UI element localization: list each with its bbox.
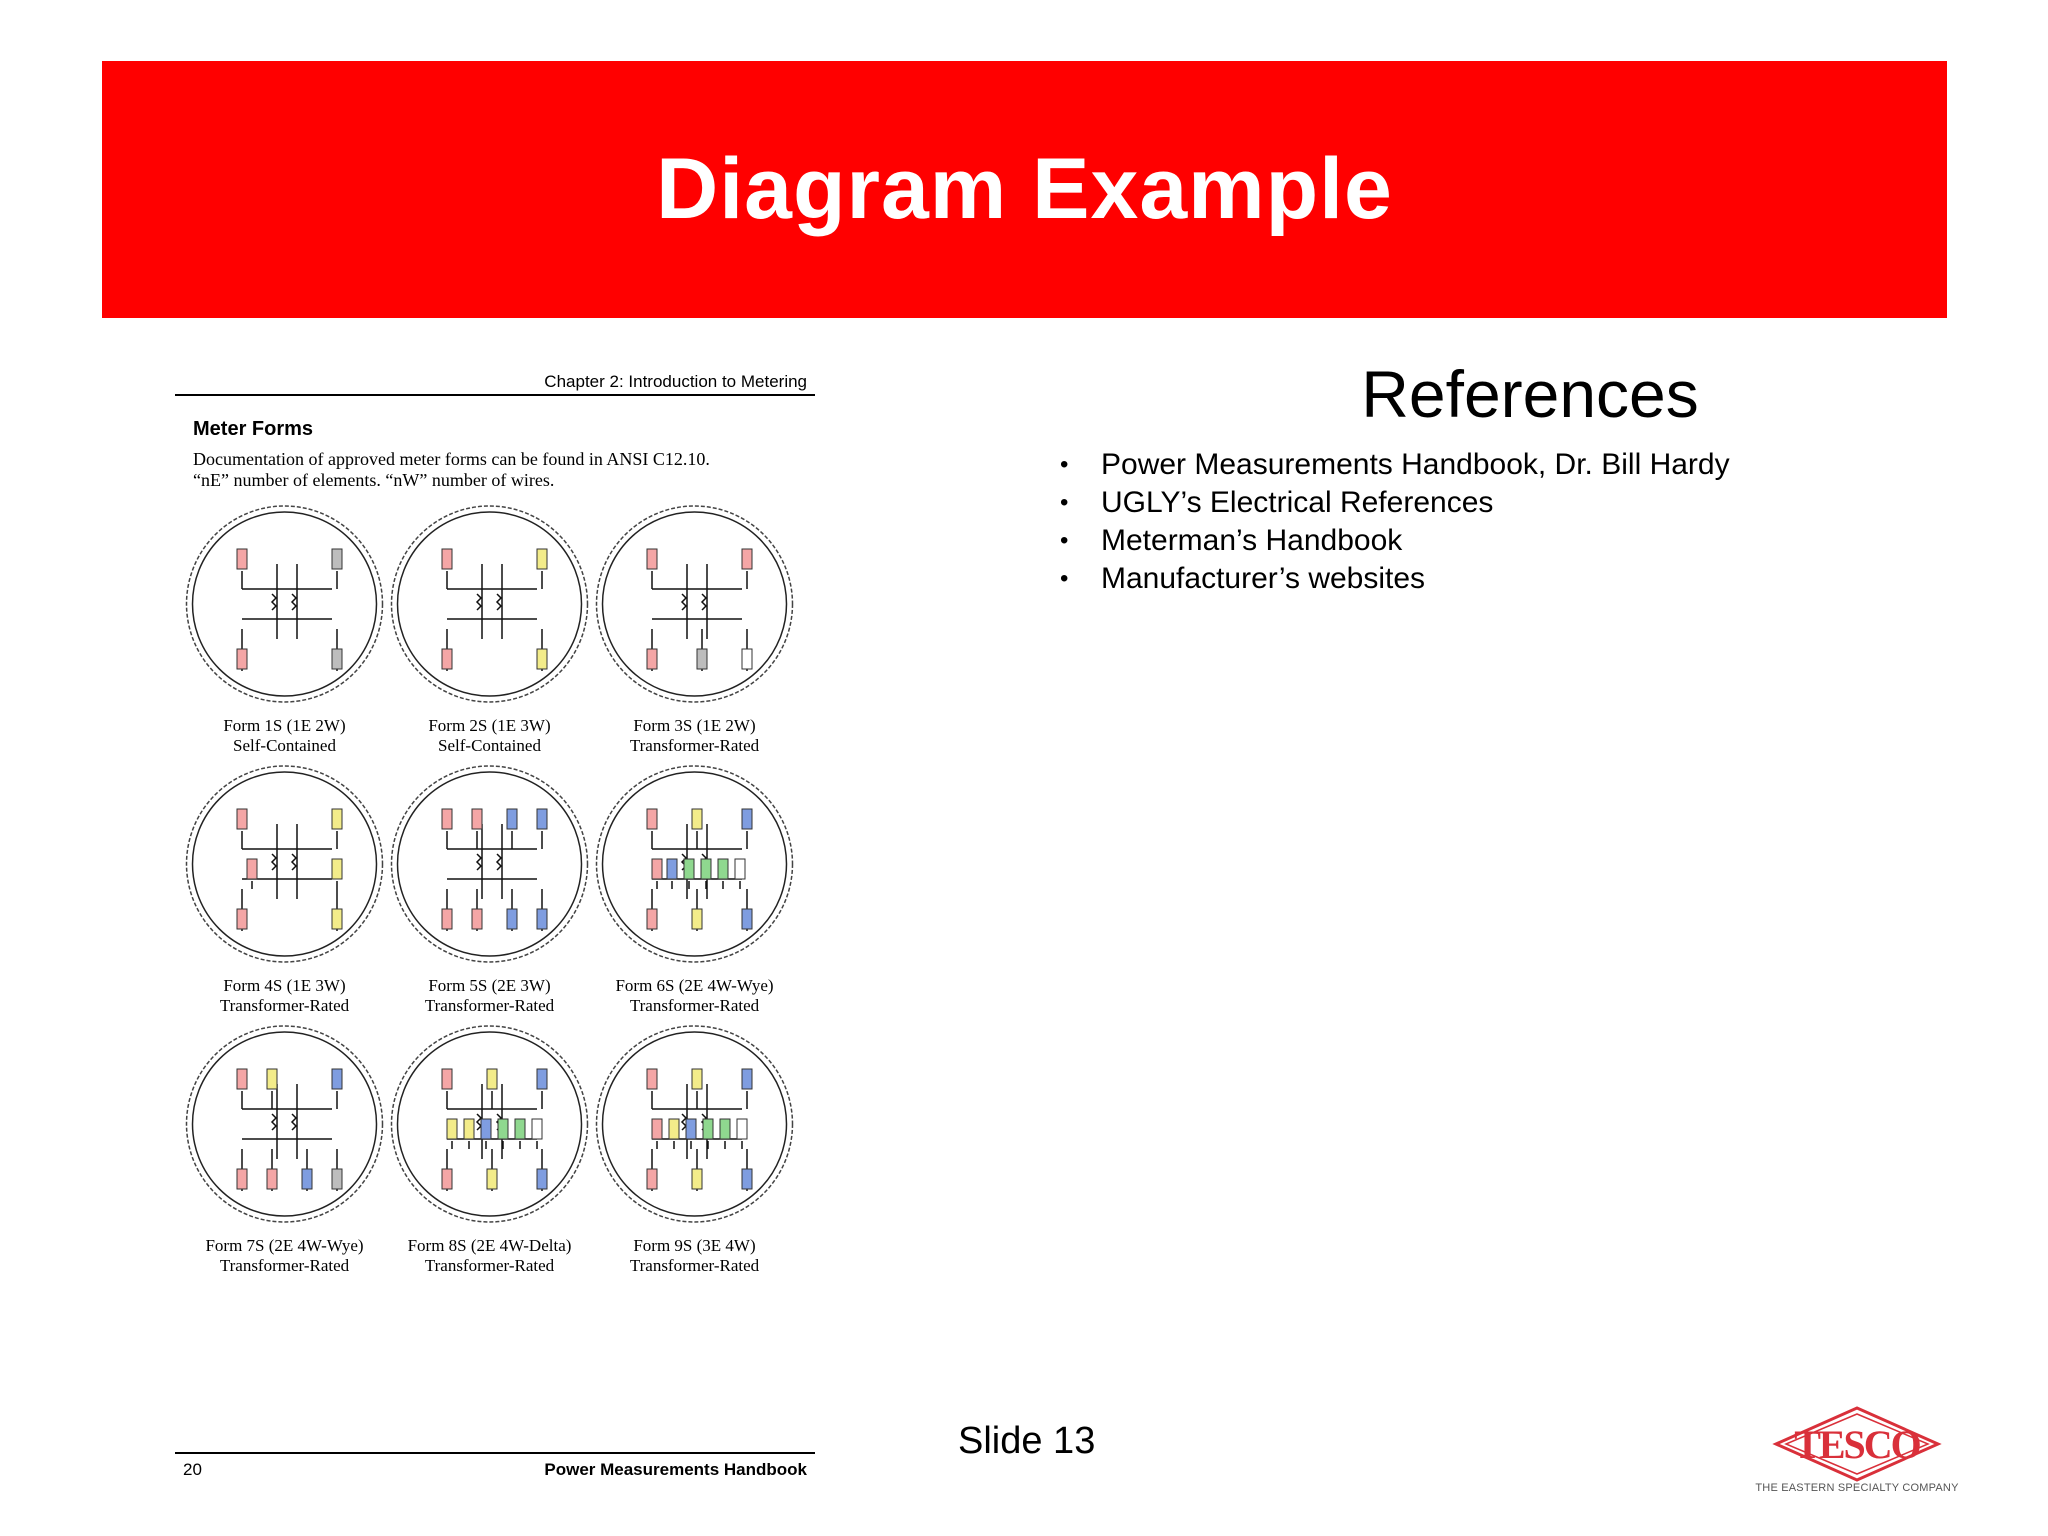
- meter-diagram-icon: [592, 764, 797, 964]
- doc-description: [193, 449, 793, 491]
- meter-form-2: [387, 504, 592, 756]
- meter-caption: [182, 716, 387, 756]
- doc-header: [175, 372, 815, 396]
- meter-diagram-icon: [387, 504, 592, 704]
- meter-type-label: Self-Contained: [233, 736, 336, 755]
- meter-caption: [387, 1236, 592, 1276]
- doc-description-line1: Documentation of approved meter forms can be found in ANSI C12.10.: [193, 449, 710, 469]
- meter-caption: [592, 976, 797, 1016]
- meter-diagram-icon: [387, 1024, 592, 1224]
- meter-form-6: [592, 764, 797, 1016]
- svg-text:TESCO: TESCO: [1794, 1422, 1920, 1467]
- meter-form-label: Form 1S (1E 2W): [223, 716, 346, 735]
- meter-form-label: Form 7S (2E 4W-Wye): [205, 1236, 364, 1255]
- meter-form-5: [387, 764, 592, 1016]
- meter-diagram-icon: [182, 1024, 387, 1224]
- meter-form-label: Form 8S (2E 4W-Delta): [407, 1236, 572, 1255]
- doc-description-line2: “nE” number of elements. “nW” number of wires.: [193, 470, 555, 490]
- doc-section-title: Meter Forms: [193, 418, 314, 440]
- meter-form-7: [182, 1024, 387, 1276]
- document-image: [170, 364, 820, 1494]
- meter-caption: [592, 716, 797, 756]
- meter-type-label: Transformer-Rated: [629, 1256, 760, 1275]
- meter-diagram-icon: [592, 1024, 797, 1224]
- doc-footer-title: Power Measurements Handbook: [544, 1460, 807, 1479]
- meter-caption: [387, 716, 592, 756]
- slide-title: Diagram Example: [656, 141, 1393, 237]
- meter-form-1: [182, 504, 387, 756]
- meter-form-label: Form 5S (2E 3W): [428, 976, 551, 995]
- meter-form-label: Form 9S (3E 4W): [633, 1236, 756, 1255]
- meter-type-label: Transformer-Rated: [629, 996, 760, 1015]
- meter-caption: [182, 1236, 387, 1276]
- meter-form-label: Form 4S (1E 3W): [223, 976, 346, 995]
- reference-item: • Manufacturer’s websites: [1060, 560, 1730, 598]
- meter-caption: [182, 976, 387, 1016]
- reference-item: • Power Measurements Handbook, Dr. Bill Hardy: [1060, 446, 1730, 484]
- meter-caption: [387, 976, 592, 1016]
- meter-diagram-icon: [182, 504, 387, 704]
- meter-form-label: Form 3S (1E 2W): [633, 716, 756, 735]
- reference-item: • UGLY’s Electrical References: [1060, 484, 1730, 522]
- doc-page-number: 20: [183, 1460, 202, 1479]
- meter-form-8: [387, 1024, 592, 1276]
- references-title: References: [1361, 357, 1699, 431]
- meter-diagram-icon: [592, 504, 797, 704]
- meter-type-label: Transformer-Rated: [424, 1256, 555, 1275]
- meter-caption: [592, 1236, 797, 1276]
- meter-type-label: Transformer-Rated: [629, 736, 760, 755]
- logo-tagline: THE EASTERN SPECIALTY COMPANY: [1755, 1482, 1959, 1494]
- meter-form-label: Form 6S (2E 4W-Wye): [615, 976, 774, 995]
- meter-type-label: Transformer-Rated: [424, 996, 555, 1015]
- doc-chapter-label: Chapter 2: Introduction to Metering: [544, 372, 807, 391]
- references-list: [1060, 446, 1730, 598]
- slide-number: Slide 13: [958, 1420, 1096, 1462]
- tesco-logo: [1752, 1404, 1962, 1504]
- doc-footer: [175, 1452, 815, 1484]
- meter-form-label: Form 2S (1E 3W): [428, 716, 551, 735]
- meter-form-3: [592, 504, 797, 756]
- meter-type-label: Self-Contained: [438, 736, 541, 755]
- meter-type-label: Transformer-Rated: [219, 1256, 350, 1275]
- reference-item: • Meterman’s Handbook: [1060, 522, 1730, 560]
- meter-diagram-icon: [387, 764, 592, 964]
- tesco-logo-icon: [1752, 1404, 1962, 1484]
- title-bar: [102, 61, 1947, 318]
- meter-type-label: Transformer-Rated: [219, 996, 350, 1015]
- meter-diagram-icon: [182, 764, 387, 964]
- meter-form-4: [182, 764, 387, 1016]
- meter-form-9: [592, 1024, 797, 1276]
